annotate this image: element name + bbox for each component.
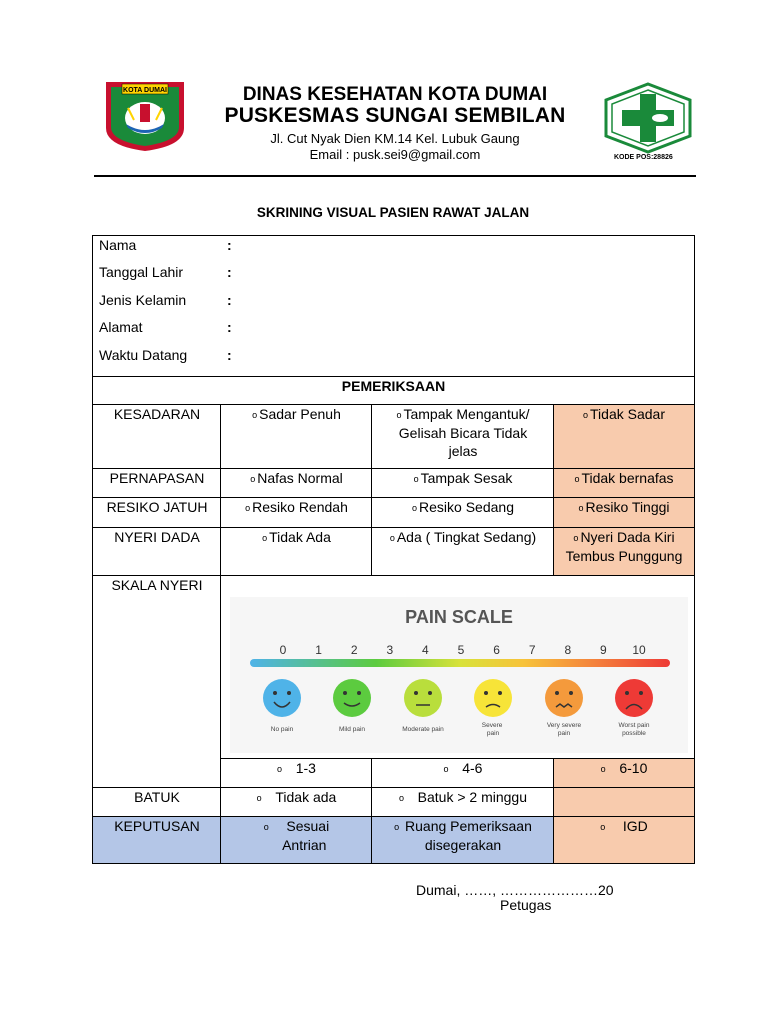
option-resiko-tinggi[interactable]: o Resiko Tinggi bbox=[553, 497, 694, 527]
row-label-pernapasan: PERNAPASAN bbox=[93, 468, 221, 497]
label-alamat: Alamat bbox=[99, 319, 143, 335]
header-address: Jl. Cut Nyak Dien KM.14 Kel. Lubuk Gaung bbox=[270, 131, 520, 146]
pain-scale-number: 2 bbox=[350, 643, 358, 657]
section-header: PEMERIKSAAN bbox=[93, 376, 694, 404]
pain-face-icon bbox=[545, 679, 583, 717]
option-tampak-mengantuk[interactable]: o Tampak Mengantuk/ Gelisah Bicara Tidak jelas bbox=[371, 404, 554, 468]
pain-face-icon bbox=[474, 679, 512, 717]
option-nafas-normal[interactable]: o Nafas Normal bbox=[220, 468, 372, 497]
colon-nama: : bbox=[227, 237, 232, 253]
pain-face-label: Moderate pain bbox=[402, 726, 444, 733]
pain-face-icon bbox=[615, 679, 653, 717]
row-label-batuk: BATUK bbox=[93, 787, 221, 816]
pain-scale-number: 8 bbox=[564, 643, 572, 657]
pain-scale-number: 10 bbox=[632, 643, 646, 657]
pain-scale-number: 7 bbox=[528, 643, 536, 657]
pain-scale-title: PAIN SCALE bbox=[405, 607, 513, 627]
pain-scale-number: 5 bbox=[457, 643, 465, 657]
footer-officer: Petugas bbox=[500, 897, 552, 913]
label-nama: Nama bbox=[99, 237, 137, 253]
option-ada-tingkat-sedang[interactable]: o Ada ( Tingkat Sedang) bbox=[371, 527, 554, 575]
batuk-empty-cell bbox=[553, 787, 694, 816]
option-resiko-rendah[interactable]: o Resiko Rendah bbox=[220, 497, 372, 527]
kota-dumai-logo bbox=[104, 80, 186, 152]
row-label-resiko-jatuh: RESIKO JATUH bbox=[93, 497, 221, 527]
option-igd[interactable]: o IGD bbox=[553, 816, 694, 863]
row-label-kesadaran: KESADARAN bbox=[93, 404, 221, 468]
label-tanggal-lahir: Tanggal Lahir bbox=[99, 264, 184, 280]
header-email: Email : pusk.sei9@gmail.com bbox=[309, 147, 481, 162]
pain-gradient-bar bbox=[250, 659, 670, 667]
pain-face-label: Very severe pain bbox=[546, 722, 582, 737]
option-skala-6-10[interactable]: o 6-10 bbox=[553, 758, 694, 787]
pain-face-icon bbox=[333, 679, 371, 717]
header-agency: DINAS KESEHATAN KOTA DUMAI bbox=[242, 84, 548, 105]
colon-jenis-kelamin: : bbox=[227, 292, 232, 308]
screening-table bbox=[92, 235, 695, 864]
pain-face-label: Severe pain bbox=[481, 722, 505, 737]
option-tidak-bernafas[interactable]: o Tidak bernafas bbox=[553, 468, 694, 497]
pain-scale-number: 4 bbox=[422, 643, 429, 657]
colon-tanggal-lahir: : bbox=[227, 264, 232, 280]
svg-text:KOTA DUMAI: KOTA DUMAI bbox=[123, 87, 167, 94]
footer-place-date: Dumai, ……, …………………20 bbox=[416, 882, 614, 898]
option-tampak-sesak[interactable]: o Tampak Sesak bbox=[371, 468, 554, 497]
label-waktu-datang: Waktu Datang bbox=[99, 347, 188, 363]
pain-scale-number: 9 bbox=[600, 643, 607, 657]
pain-face-icon bbox=[263, 679, 301, 717]
puskesmas-logo bbox=[604, 82, 692, 154]
pain-face-label: Mild pain bbox=[338, 726, 366, 733]
option-batuk-tidak-ada[interactable]: o Tidak ada bbox=[220, 787, 372, 816]
pain-face-icon bbox=[404, 679, 442, 717]
option-sadar-penuh[interactable]: o Sadar Penuh bbox=[220, 404, 372, 468]
identity-block bbox=[93, 236, 694, 376]
option-skala-4-6[interactable]: o 4-6 bbox=[371, 758, 554, 787]
option-skala-1-3[interactable]: o 1-3 bbox=[220, 758, 372, 787]
pain-scale-number: 1 bbox=[315, 643, 322, 657]
label-jenis-kelamin: Jenis Kelamin bbox=[99, 292, 187, 308]
pain-scale-number: 6 bbox=[493, 643, 500, 657]
option-ruang-pemeriksaan[interactable]: o Ruang Pemeriksaan disegerakan bbox=[371, 816, 554, 863]
pain-scale-graphic bbox=[230, 597, 688, 753]
postal-code: KODE POS:28826 bbox=[614, 154, 673, 161]
pain-face-label: No pain bbox=[270, 726, 294, 733]
row-label-skala-nyeri: SKALA NYERI bbox=[93, 575, 221, 787]
option-nyeri-dada-kiri[interactable]: o Nyeri Dada Kiri Tembus Punggung bbox=[553, 527, 694, 575]
colon-waktu-datang: : bbox=[227, 347, 232, 363]
header-puskesmas: PUSKESMAS SUNGAI SEMBILAN bbox=[224, 104, 566, 127]
option-sesuai-antrian[interactable]: o Sesuai Antrian bbox=[220, 816, 372, 863]
row-label-keputusan: KEPUTUSAN bbox=[93, 816, 221, 863]
row-label-nyeri-dada: NYERI DADA bbox=[93, 527, 221, 575]
option-tidak-ada-nyeri[interactable]: o Tidak Ada bbox=[220, 527, 372, 575]
pain-face-label: Worst pain possible bbox=[618, 722, 650, 737]
pain-scale-number: 0 bbox=[279, 643, 287, 657]
header-divider bbox=[94, 175, 696, 177]
pain-scale-number: 3 bbox=[386, 643, 394, 657]
option-resiko-sedang[interactable]: o Resiko Sedang bbox=[371, 497, 554, 527]
option-batuk-2-minggu[interactable]: o Batuk > 2 minggu bbox=[371, 787, 554, 816]
option-tidak-sadar[interactable]: o Tidak Sadar bbox=[553, 404, 694, 468]
document-title: SKRINING VISUAL PASIEN RAWAT JALAN bbox=[256, 205, 530, 220]
colon-alamat: : bbox=[227, 319, 232, 335]
